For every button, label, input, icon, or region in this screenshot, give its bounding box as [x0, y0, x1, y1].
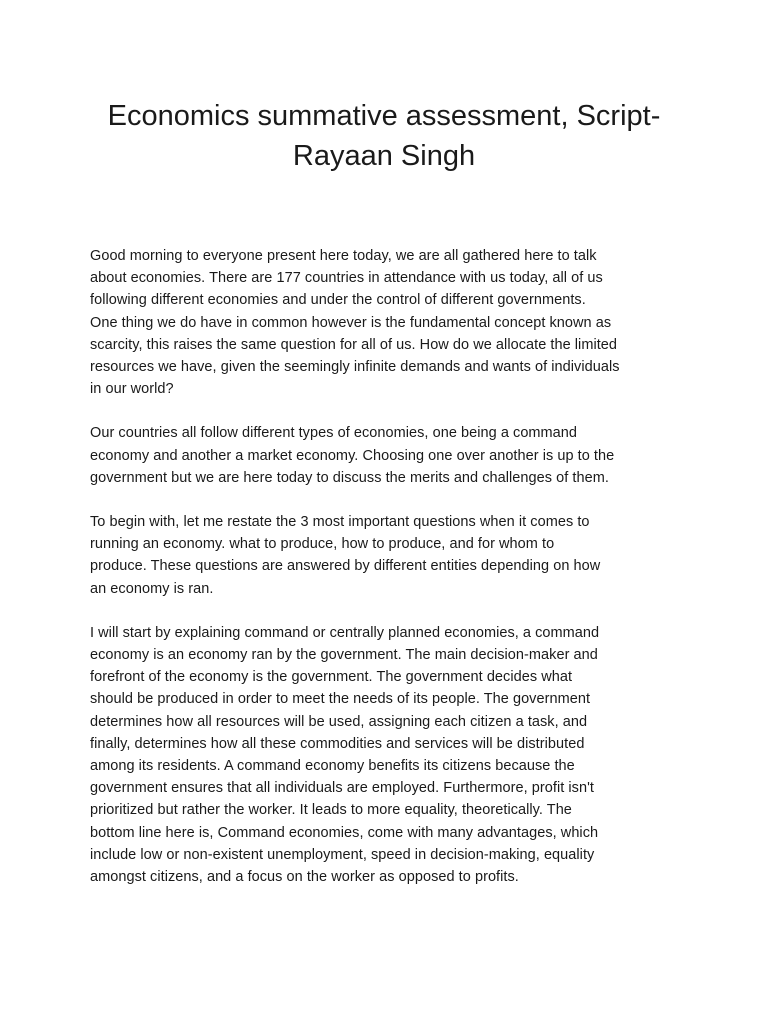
title-line: Economics summative assessment, Script-	[107, 100, 661, 132]
text-line: bottom line here is, Command economies, come with many advantages, which	[90, 824, 599, 841]
text-line: an economy is ran.	[90, 580, 214, 597]
text-line: I will start by explaining command or centrally planned economies, a command	[90, 624, 600, 641]
text-line: government ensures that all individuals are employed. Furthermore, profit isn't	[90, 780, 594, 797]
text-line: economy is an economy ran by the government. The main decision-maker and	[90, 647, 598, 664]
text-line: Our countries all follow different types of economies, one being a command	[90, 425, 578, 442]
paragraph-4	[90, 622, 690, 888]
text-line: following different economies and under the control of different governments.	[90, 292, 586, 309]
text-line: amongst citizens, and a focus on the worker as opposed to profits.	[90, 869, 519, 886]
paragraph-1	[90, 245, 690, 400]
text-line: economy and another a market economy. Choosing one over another is up to the	[90, 447, 615, 464]
text-line: running an economy. what to produce, how to produce, and for whom to	[90, 536, 555, 553]
text-line: prioritized but rather the worker. It leads to more equality, theoretically. The	[90, 802, 572, 819]
text-line: One thing we do have in common however is the fundamental concept known as	[90, 314, 612, 331]
text-line: To begin with, let me restate the 3 most important questions when it comes to	[90, 514, 590, 531]
text-line: among its residents. A command economy benefits its citizens because the	[90, 758, 575, 775]
text-line: determines how all resources will be used, assigning each citizen a task, and	[90, 713, 588, 730]
text-line: resources we have, given the seemingly infinite demands and wants of individuals	[90, 359, 620, 376]
title-line: Rayaan Singh	[292, 140, 476, 172]
text-line: forefront of the economy is the government. The government decides what	[90, 669, 573, 686]
paragraph-3	[90, 511, 690, 600]
document-body	[90, 245, 690, 910]
document-title	[90, 96, 678, 176]
text-line: in our world?	[90, 381, 174, 398]
paragraph-2	[90, 422, 690, 489]
text-line: government but we are here today to discuss the merits and challenges of them.	[90, 469, 609, 486]
text-line: include low or non-existent unemployment, speed in decision-making, equality	[90, 846, 595, 863]
text-line: scarcity, this raises the same question for all of us. How do we allocate the limited	[90, 336, 618, 353]
text-line: about economies. There are 177 countries in attendance with us today, all of us	[90, 270, 603, 287]
text-line: should be produced in order to meet the needs of its people. The government	[90, 691, 591, 708]
text-line: produce. These questions are answered by different entities depending on how	[90, 558, 601, 575]
text-line: finally, determines how all these commodities and services will be distributed	[90, 735, 585, 752]
text-line: Good morning to everyone present here today, we are all gathered here to talk	[90, 248, 597, 264]
